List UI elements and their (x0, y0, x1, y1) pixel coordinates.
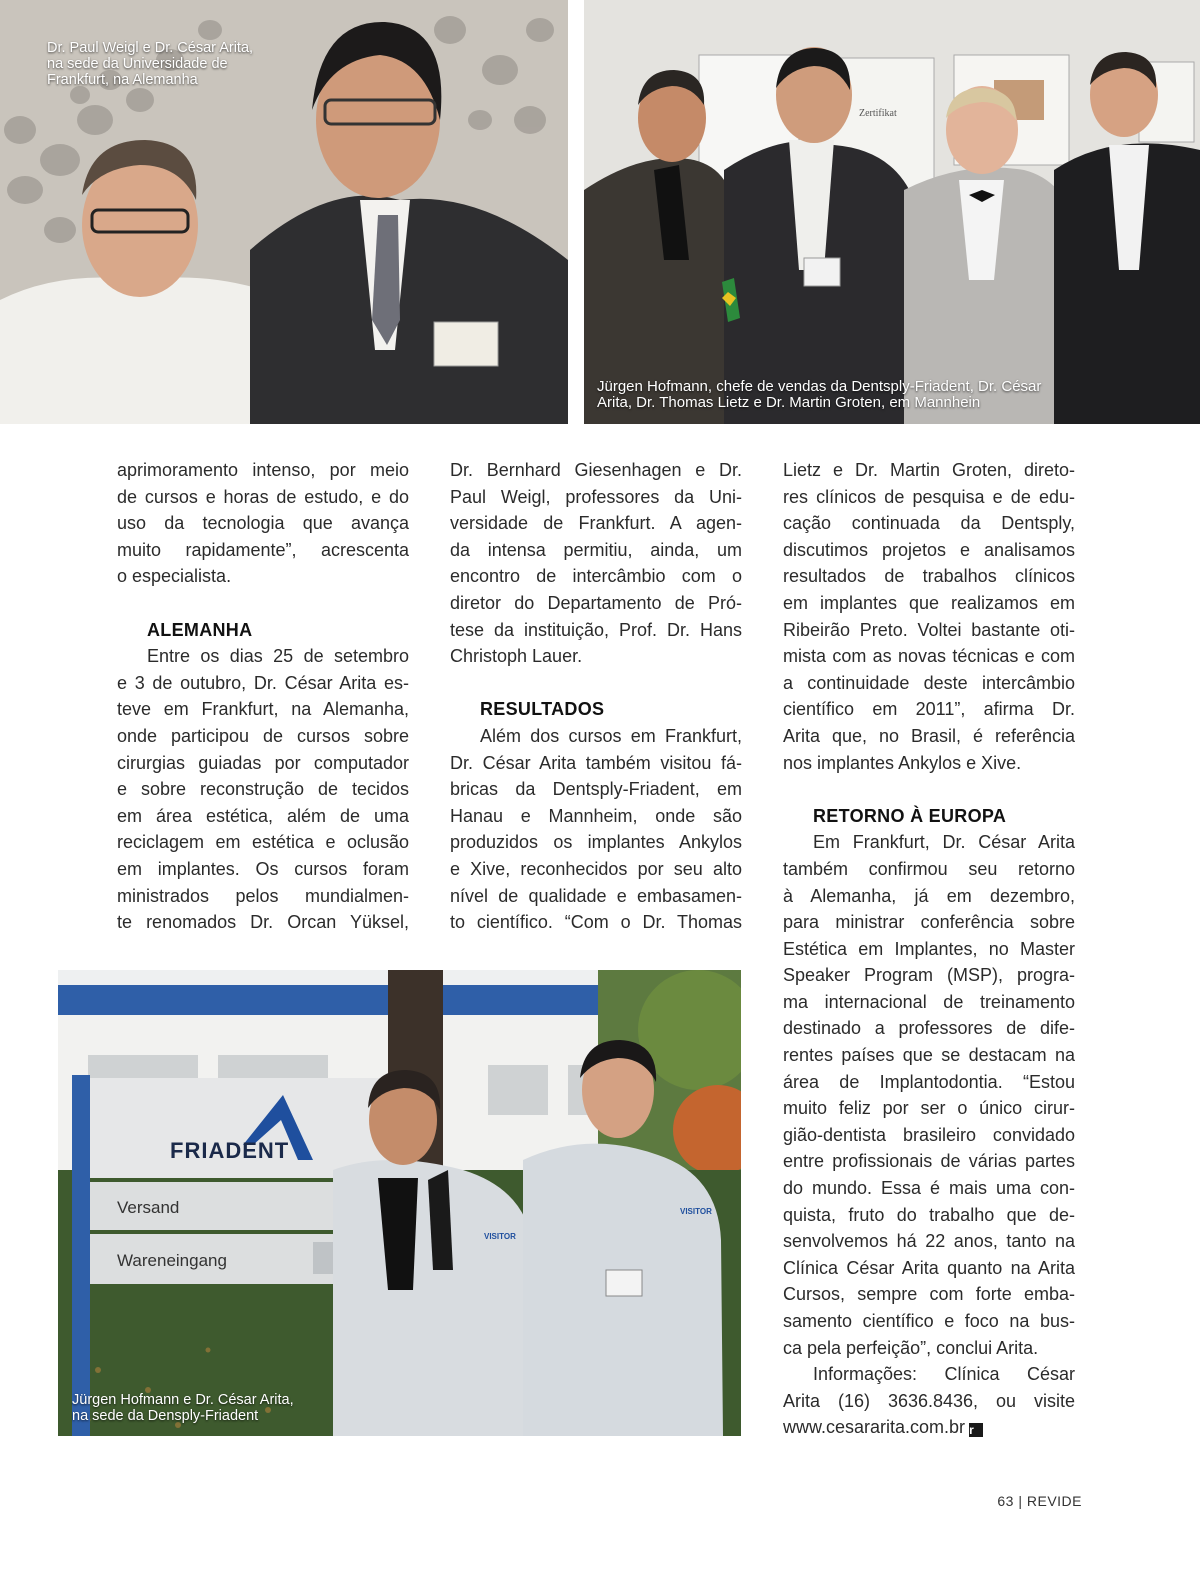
visitor-badge: VISITOR (484, 1232, 516, 1241)
sign-wareneingang: Wareneingang (117, 1251, 227, 1270)
section-heading: RESULTADOS (480, 699, 605, 720)
visitor-badge: VISITOR (680, 1207, 712, 1216)
text-column-2: Dr. Bernhard Giesenhagen e Dr. Paul Weigl, professores da Uni- versidade de Frankfurt. A agen- da intensa permitiu, ainda, um encontro de intercâmbio com o diretor do Departamento de Pró- tese da instituição, Prof. Dr. Hans Christoph Lauer. RESULTADOS Além dos cursos em Frankfurt, Dr. César Arita também visitou fá- bricas da Dentsply-Friadent, em Hanau e Mannheim, onde são produzidos os implantes Ankylos e Xive, reconhecidos por seu alto nível de qualidade e embasamen- to científico. “Com o Dr. Thomas (450, 460, 742, 933)
revide-logo-icon: r (969, 1423, 983, 1437)
photo-caption: Jürgen Hofmann e Dr. César Arita, na sede da Densply-Friadent (72, 1392, 294, 1424)
sign-brand: FRIADENT (170, 1138, 290, 1163)
page-footer (997, 1493, 1082, 1509)
photo-group-mannheim (584, 0, 1200, 424)
photo-caption: Jürgen Hofmann, chefe de vendas da Dentsply-Friadent, Dr. César Arita, Dr. Thomas Lietz e Dr. Martin Groten, em Mannhein (597, 378, 1042, 411)
footer-separator: | (1018, 1493, 1023, 1509)
website-link[interactable]: www.cesararita.com.br (783, 1417, 966, 1438)
certificate-sign: Zertifikat (859, 108, 897, 119)
photo-friadent-sign (58, 970, 741, 1436)
photo-caption: Dr. Paul Weigl e Dr. César Arita, na sede da Universidade de Frankfurt, na Alemanha (47, 40, 254, 88)
page-number: 63 (997, 1493, 1014, 1509)
section-heading: ALEMANHA (147, 619, 253, 640)
magazine-name: REVIDE (1026, 1493, 1082, 1509)
sign-versand: Versand (117, 1198, 180, 1217)
text-column-1: aprimoramento intenso, por meio de cursos e horas de estudo, e do uso da tecnologia que avança muito rapidamente”, acrescenta o especialista. ALEMANHA Entre os dias 25 de setembro e 3 de outubro, Dr. César Arita es- teve em Frankfurt, na Alemanha, onde participou de cursos sobre cirurgias guiadas por computador e sobre reconstrução de tecidos em área estética, além de uma reciclagem em estética e oclusão em implantes. Os cursos foram ministrados pelos mundialmen- te renomados Dr. Orcan Yüksel, (117, 460, 409, 933)
section-heading: RETORNO À EUROPA (813, 805, 1007, 826)
text-column-3: Lietz e Dr. Martin Groten, direto- res clínicos de pesquisa e de edu- cação continuada da Dentsply, discutimos projetos e analisamos resultados de trabalhos clínicos em implantes que realizamos em Ribeirão Preto. Voltei bastante oti- mista com as novas técnicas e com a continuidade deste intercâmbio científico em 2011”, afirma Dr. Arita que, no Brasil, é referência nos implantes Ankylos e Xive. RETORNO À EUROPA Em Frankfurt, Dr. César Arita também confirmou seu retorno à Alemanha, já em dezembro, para ministrar conferência sobre Estética em Implantes, no Master Speaker Program (MSP), progra- ma internacional de treinamento destinado a professores de dife- rentes países que se destacam na área de Implantodontia. “Estou muito feliz por ser o único cirur- gião-dentista brasileiro convidado entre profissionais de várias partes do mundo. Essa é mais uma con- quista, fruto do trabalho que de- senvolvemos há 22 anos, tanto na Clínica César Arita quanto na Arita Cursos, sempre com forte emba- samento científico e foco na bus- ca pela perfeição”, conclui Arita. Informações: Clínica César Arita (16) 3636.8436, ou visite www.cesararita.com.br r (783, 460, 1075, 1438)
photo-weigl-arita (0, 0, 568, 424)
